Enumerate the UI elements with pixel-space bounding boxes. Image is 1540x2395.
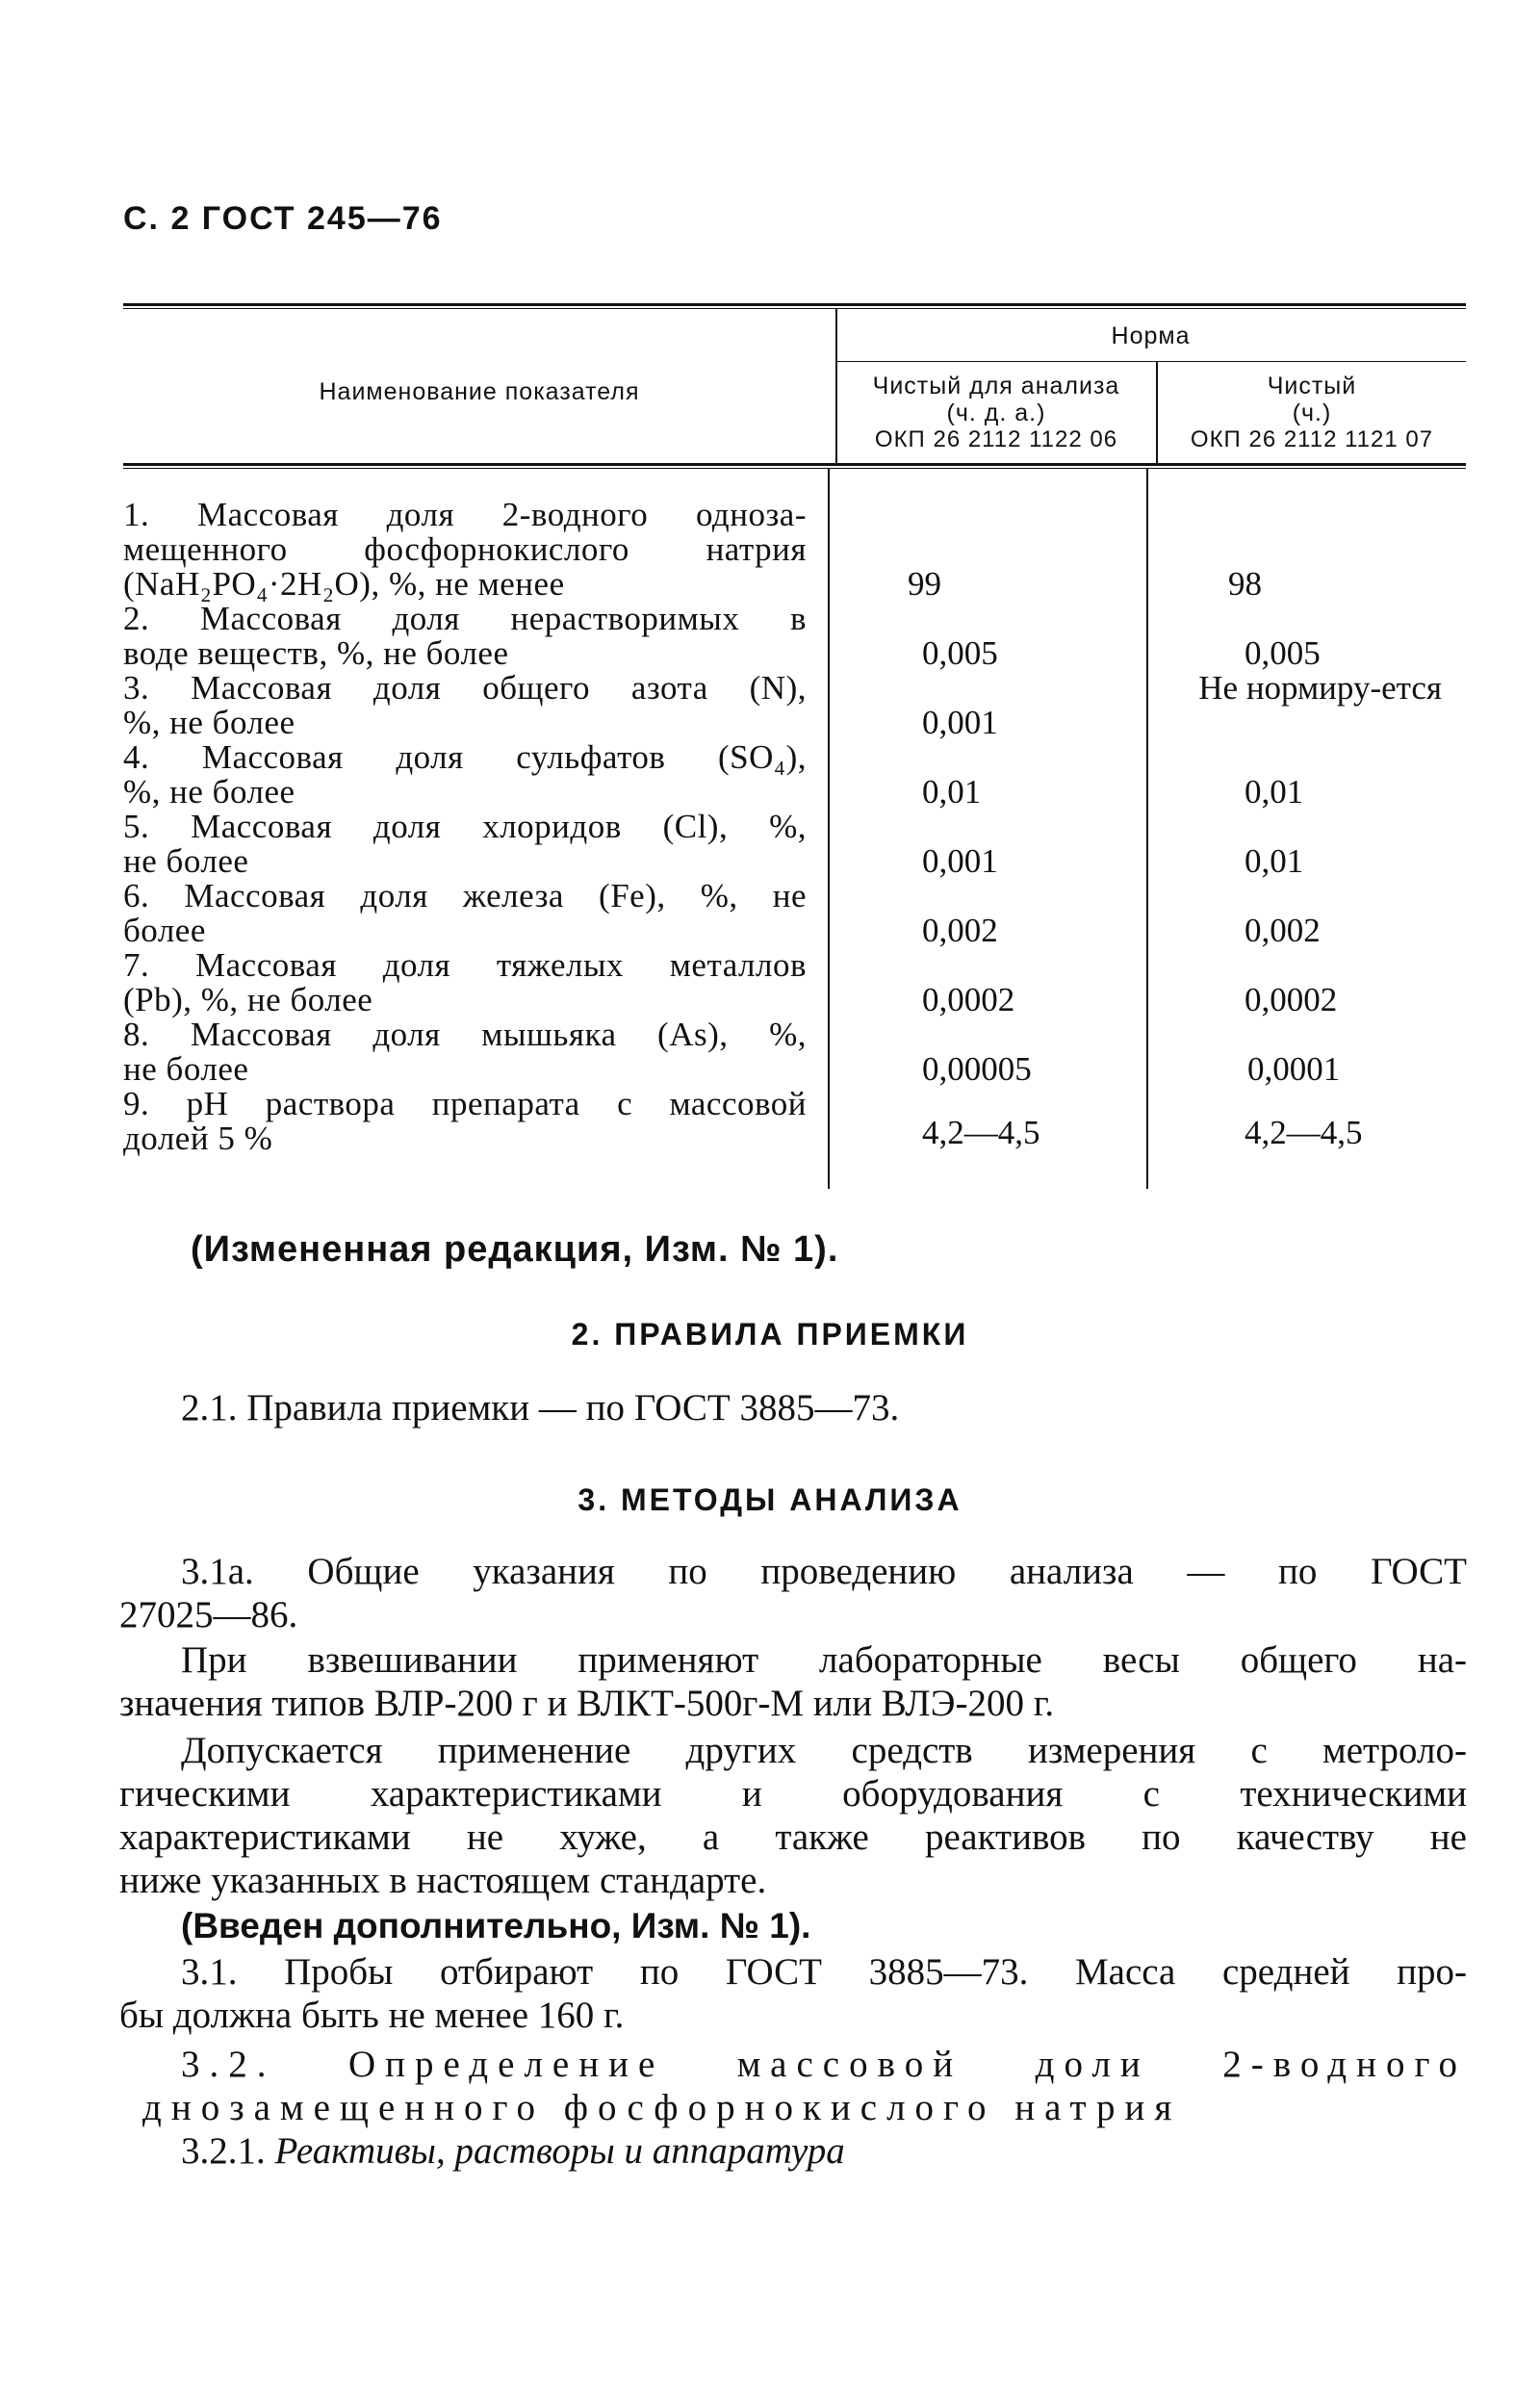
grade2-header (1158, 373, 1466, 453)
grade2-abbr: (ч.) (1292, 399, 1332, 426)
paragraph-instruments: Допускается применение других средств измерения с метроло- гическими характеристиками и оборудования с техническими характеристиками не хуже, а также реактивов по качеству не ниже указанных в настоящем стандарте. (119, 1730, 1467, 1901)
paragraph-3-1a: 3.1а. Общие указания по проведению анализа — по ГОСТ 27025—86. (119, 1551, 1467, 1635)
section-3-title: 3. МЕТОДЫ АНАЛИЗА (578, 1482, 962, 1517)
grade1-abbr: (ч. д. а.) (946, 399, 1046, 426)
table-row-4-name: 4. Массовая доля сульфатов (SO₄), %, не более (123, 738, 807, 811)
table-row-2-value-2: 0,005 (1245, 634, 1321, 672)
table-row-8-value-1: 0,00005 (922, 1050, 1032, 1088)
table-row-9-value-2: 4,2—4,5 (1245, 1114, 1363, 1151)
table-header (123, 309, 1466, 463)
table-body (123, 469, 1466, 1189)
amendment-note-1: (Измененная редакция, Изм. № 1). (191, 1229, 839, 1270)
table-row-5-value-2: 0,01 (1245, 842, 1304, 880)
table-row-5-value-1: 0,001 (922, 842, 998, 880)
table-row-1-name: 1. Массовая доля 2-водного одноза- мещенного фосфорнокислого натрия (NaH₂PO₄·2H₂O), %, не менее (123, 496, 807, 603)
page-header: С. 2 ГОСТ 245—76 (123, 200, 443, 237)
table-row-3-value-1: 0,001 (922, 704, 998, 741)
table-row-1-value-1: 99 (908, 565, 941, 603)
table-row-6-value-2: 0,002 (1245, 912, 1321, 949)
grade1-name: Чистый для анализа (872, 373, 1120, 399)
table-row-8-value-2: 0,0001 (1247, 1050, 1341, 1088)
column-header-name: Наименование показателя (319, 378, 640, 405)
body-divider-1 (828, 469, 830, 1189)
norm-underline (835, 361, 1466, 362)
grade2-okp: ОКП 26 2112 1121 07 (1190, 426, 1434, 452)
grade2-name: Чистый (1267, 373, 1357, 399)
column-header-norm: Норма (1111, 322, 1191, 349)
table-row-6-name: 6. Массовая доля железа (Fe), %, не более (123, 877, 807, 949)
table-row-9-value-1: 4,2—4,5 (922, 1114, 1040, 1151)
table-row-4-value-1: 0,01 (922, 773, 982, 811)
table-row-3-value-2: Не нормиру-ется (1198, 669, 1442, 707)
paragraph-2-1: 2.1. Правила приемки — по ГОСТ 3885—73. (181, 1387, 900, 1429)
paragraph-3-1: 3.1. Пробы отбирают по ГОСТ 3885—73. Масса средней про- бы должна быть не менее 160 г. (119, 1951, 1467, 2036)
table-row-7-value-1: 0,0002 (922, 981, 1015, 1018)
table-row-8-name: 8. Массовая доля мышьяка (As), %, не более (123, 1016, 807, 1088)
table-row-7-name: 7. Массовая доля тяжелых металлов (Pb), %, не более (123, 946, 807, 1018)
table-row-9-name: 9. pH раствора препарата с массовой долей 5 % (123, 1085, 807, 1157)
amendment-note-2: (Введен дополнительно, Изм. № 1). (181, 1906, 811, 1945)
paragraph-weighing: При взвешивании применяют лабораторные весы общего на- значения типов ВЛР-200 г и ВЛКТ-500г-М или ВЛЭ-200 г. (119, 1639, 1467, 1724)
table-row-3-name: 3. Массовая доля общего азота (N), %, не более (123, 669, 807, 741)
paragraph-3-2-1: 3.2.1. Реактивы, растворы и аппаратура (181, 2130, 845, 2172)
table-row-2-name: 2. Массовая доля нерастворимых в воде веществ, %, не более (123, 600, 807, 672)
table-row-5-name: 5. Массовая доля хлоридов (Cl), %, не более (123, 808, 807, 880)
grade1-okp: ОКП 26 2112 1122 06 (874, 426, 1118, 452)
specification-table (123, 303, 1466, 1189)
body-divider-2 (1146, 469, 1148, 1189)
table-row-1-value-2: 98 (1228, 565, 1262, 603)
table-row-2-value-1: 0,005 (922, 634, 998, 672)
subsection-title: Реактивы, растворы и аппаратура (274, 2130, 845, 2172)
grade1-header (837, 373, 1155, 453)
table-row-6-value-1: 0,002 (922, 912, 998, 949)
table-row-7-value-2: 0,0002 (1245, 981, 1338, 1018)
table-row-4-value-2: 0,01 (1245, 773, 1304, 811)
paragraph-3-2: 3.2. Определение массовой доли 2-водного днозамещенного фосфорнокислого натрия (142, 2044, 1467, 2128)
section-2-title: 2. ПРАВИЛА ПРИЕМКИ (571, 1317, 969, 1352)
